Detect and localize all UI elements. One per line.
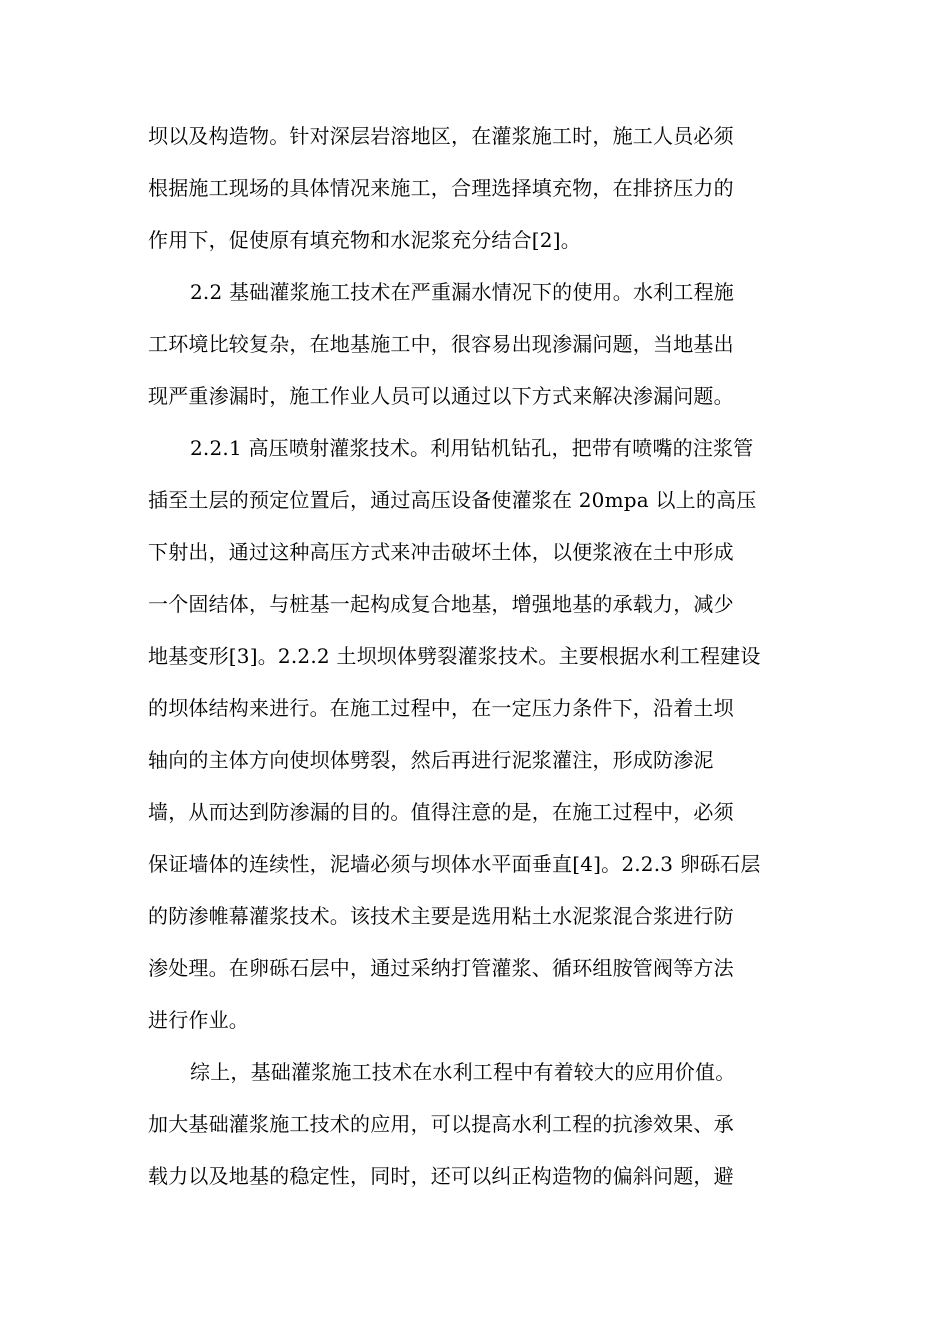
text-line: 一个固结体，与桩基一起构成复合地基，增强地基的承载力，减少 (148, 592, 734, 616)
text-line: 坝以及构造物。针对深层岩溶地区，在灌浆施工时，施工人员必须 (148, 124, 734, 148)
text-line: 的坝体结构来进行。在施工过程中，在一定压力条件下，沿着土坝 (148, 696, 734, 720)
text-line: 保证墙体的连续性，泥墙必须与坝体水平面垂直[4]。2.2.3 卵砾石层 (148, 852, 761, 876)
text-line: 载力以及地基的稳定性，同时，还可以纠正构造物的偏斜问题，避 (148, 1164, 734, 1188)
text-line: 的防渗帷幕灌浆技术。该技术主要是选用粘土水泥浆混合浆进行防 (148, 904, 734, 928)
text-line: 进行作业。 (148, 1008, 249, 1032)
text-line: 加大基础灌浆施工技术的应用，可以提高水利工程的抗渗效果、承 (148, 1112, 734, 1136)
text-line: 地基变形[3]。2.2.2 土坝坝体劈裂灌浆技术。主要根据水利工程建设 (148, 644, 761, 668)
text-line: 轴向的主体方向使坝体劈裂，然后再进行泥浆灌注，形成防渗泥 (148, 748, 714, 772)
text-line: 综上，基础灌浆施工技术在水利工程中有着较大的应用价值。 (190, 1060, 736, 1084)
text-line: 作用下，促使原有填充物和水泥浆充分结合[2]。 (148, 228, 581, 252)
text-line: 2.2 基础灌浆施工技术在严重漏水情况下的使用。水利工程施 (190, 280, 734, 304)
text-line: 现严重渗漏时，施工作业人员可以通过以下方式来解决渗漏问题。 (148, 384, 734, 408)
text-line: 根据施工现场的具体情况来施工，合理选择填充物，在排挤压力的 (148, 176, 734, 200)
text-line: 插至土层的预定位置后，通过高压设备使灌浆在 20mpa 以上的高压 (148, 488, 757, 512)
text-line: 2.2.1 高压喷射灌浆技术。利用钻机钻孔，把带有喷嘴的注浆管 (190, 436, 754, 460)
text-line: 下射出，通过这种高压方式来冲击破坏土体，以便浆液在土中形成 (148, 540, 734, 564)
text-line: 墙，从而达到防渗漏的目的。值得注意的是，在施工过程中，必须 (148, 800, 734, 824)
text-line: 渗处理。在卵砾石层中，通过采纳打管灌浆、循环组胺管阀等方法 (148, 956, 734, 980)
text-line: 工环境比较复杂，在地基施工中，很容易出现渗漏问题，当地基出 (148, 332, 734, 356)
